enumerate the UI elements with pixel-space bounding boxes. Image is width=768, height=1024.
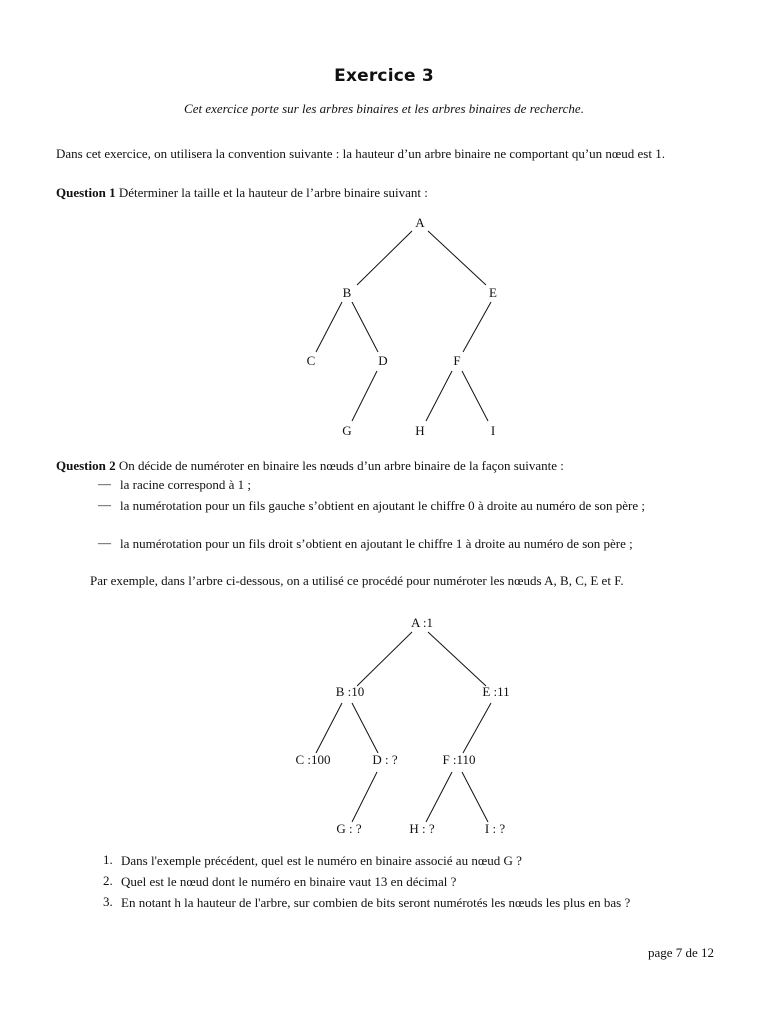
question-2-text: On décide de numéroter en binaire les nœuds d’un arbre binaire de la façon suivante : [118, 458, 564, 473]
bullet-dash: — [98, 476, 111, 491]
edge-f-h [426, 371, 452, 421]
rule-item: la numérotation pour un fils gauche s’obtient en ajoutant le chiffre 0 à droite au numéro de son père ; [120, 498, 646, 513]
tree-2-edges [316, 632, 491, 822]
question-1-label: Question 1 [56, 185, 116, 200]
binary-tree-2 [0, 606, 768, 846]
rule-item: la racine correspond à 1 ; [120, 477, 252, 492]
tree-1-node-a: A [415, 215, 425, 230]
tree-1-node-e: E [489, 285, 497, 300]
tree-2-node-b: B :10 [335, 684, 365, 699]
subquestion-text: En notant h la hauteur de l'arbre, sur combien de bits seront numérotés les nœuds les plus en bas ? [121, 895, 631, 910]
edge-f-i [462, 772, 488, 822]
tree-1-node-h: H [415, 423, 425, 438]
edge-a-b [357, 231, 412, 285]
exercise-subtitle: Cet exercice porte sur les arbres binaires et les arbres binaires de recherche. [184, 101, 584, 116]
edge-a-b [357, 632, 412, 686]
edge-f-h [426, 772, 452, 822]
tree-1-node-c: C [306, 353, 316, 368]
edge-b-d [352, 302, 378, 352]
edge-b-c [316, 703, 342, 753]
example-paragraph: Par exemple, dans l’arbre ci-dessous, on a utilisé ce procédé pour numéroter les nœuds A, B, C, E et F. [90, 573, 624, 588]
tree-2-node-h: H : ? [409, 821, 435, 836]
edge-f-i [462, 371, 488, 421]
bullet-dash: — [98, 535, 111, 550]
edge-d-g [352, 371, 377, 421]
tree-2-node-e: E :11 [482, 684, 510, 699]
tree-1-node-b: B [342, 285, 352, 300]
intro-paragraph: Dans cet exercice, on utilisera la convention suivante : la hauteur d’un arbre binaire ne comportant qu’un nœud est 1. [56, 146, 665, 161]
subquestion-number: 3. [103, 894, 113, 909]
edge-a-e [428, 231, 486, 285]
exercise-title: Exercice 3 [334, 66, 434, 86]
question-1-text: Déterminer la taille et la hauteur de l’arbre binaire suivant : [118, 185, 428, 200]
edge-b-d [352, 703, 378, 753]
edge-b-c [316, 302, 342, 352]
subquestion-text: Quel est le nœud dont le numéro en binaire vaut 13 en décimal ? [121, 874, 457, 889]
subquestion-text: Dans l'exemple précédent, quel est le numéro en binaire associé au nœud G ? [121, 853, 522, 868]
subquestion-number: 2. [103, 873, 113, 888]
bullet-dash: — [98, 497, 111, 512]
tree-2-node-c: C :100 [295, 752, 331, 767]
tree-1-node-i: I [490, 423, 496, 438]
question-2-label: Question 2 [56, 458, 116, 473]
tree-2-node-d: D : ? [372, 752, 398, 767]
page-number: page 7 de 12 [647, 945, 714, 960]
subquestion-number: 1. [103, 852, 113, 867]
edge-e-f [463, 302, 491, 352]
tree-1-node-f: F [453, 353, 461, 368]
tree-1-node-g: G [342, 423, 352, 438]
rule-item: la numérotation pour un fils droit s’obtient en ajoutant le chiffre 1 à droite au numéro de son père ; [120, 536, 633, 551]
edge-e-f [463, 703, 491, 753]
tree-2-node-g: G : ? [336, 821, 362, 836]
edge-a-e [428, 632, 486, 686]
tree-2-node-f: F :110 [442, 752, 476, 767]
tree-1-edges [316, 231, 491, 421]
binary-tree-1 [0, 205, 768, 445]
tree-1-node-d: D [378, 353, 388, 368]
edge-d-g [352, 772, 377, 822]
question-2 [56, 457, 714, 474]
question-1 [56, 184, 714, 201]
tree-2-node-i: I : ? [484, 821, 506, 836]
tree-2-node-a: A :1 [410, 615, 434, 630]
